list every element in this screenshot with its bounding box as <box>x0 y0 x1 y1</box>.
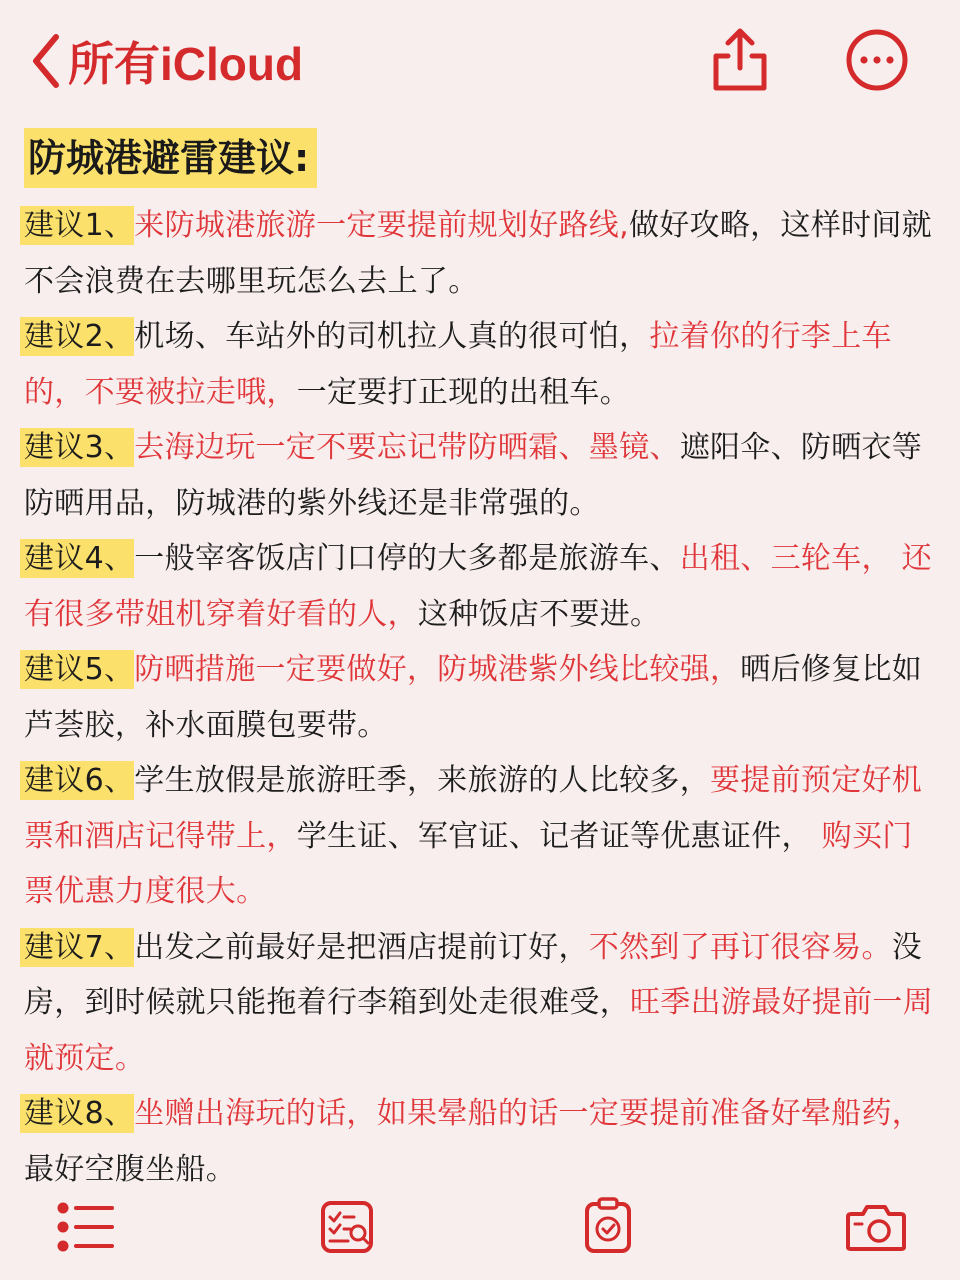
body-text: 遮阳伞、防晒衣等防晒用品，防城港的紫外线还是非常强的。 <box>24 430 923 521</box>
back-button-label: 所有iCloud <box>68 38 304 90</box>
item-label: 建议4、 <box>20 539 134 578</box>
note-item <box>24 531 934 642</box>
highlighted-text: 防晒措施一定要做好，防城港紫外线比较强， <box>134 652 741 687</box>
body-text: 晒后修复比如芦荟胶，补水面膜包要带。 <box>24 652 923 743</box>
more-button[interactable] <box>845 28 909 92</box>
note-items <box>24 198 934 1197</box>
body-text: 出发之前最好是把酒店提前订好， <box>134 929 589 965</box>
item-label: 建议1、 <box>20 206 134 245</box>
bottom-toolbar <box>0 1190 960 1270</box>
highlighted-text: 出租、三轮车， 还有很多带姐机穿着好看的人， <box>24 541 932 632</box>
nav-bar <box>0 0 960 120</box>
highlighted-text: 来防城港旅游一定要提前规划好路线, <box>134 208 629 243</box>
list-icon <box>56 1200 116 1254</box>
body-text: 一定要打正现的出租车。 <box>296 374 631 410</box>
highlighted-text: 要提前预定好机票和酒店记得带上， <box>24 763 923 854</box>
back-button[interactable] <box>28 26 303 96</box>
note-item <box>24 642 934 753</box>
note-title: 防城港避雷建议: <box>24 128 317 188</box>
item-label: 建议8、 <box>20 1094 134 1133</box>
list-button[interactable] <box>56 1200 116 1258</box>
checklist-button[interactable] <box>320 1200 374 1258</box>
note-body[interactable] <box>24 128 934 1197</box>
item-label: 建议7、 <box>20 928 134 967</box>
item-label: 建议3、 <box>20 428 134 467</box>
body-text: 机场、车站外的司机拉人真的很可怕， <box>134 319 650 354</box>
item-label: 建议5、 <box>20 650 134 689</box>
camera-icon <box>845 1202 907 1252</box>
highlighted-text: 拉着你的行李上车的，不要被拉走哦， <box>24 319 892 410</box>
chevron-left-icon <box>28 31 62 91</box>
note-item <box>24 920 934 1087</box>
body-text: 这种饭店不要进。 <box>417 596 661 632</box>
camera-button[interactable] <box>845 1202 907 1256</box>
share-button[interactable] <box>708 26 772 92</box>
item-label: 建议2、 <box>20 317 134 356</box>
note-item <box>24 309 934 420</box>
note-item <box>24 198 934 309</box>
body-text: 学生证、军官证、记者证等优惠证件， <box>296 818 812 854</box>
body-text: 一般宰客饭店门口停的大多都是旅游车、 <box>134 541 680 576</box>
highlighted-text: 购买门票优惠力度很大。 <box>24 818 913 909</box>
item-label: 建议6、 <box>20 761 134 800</box>
body-text: 最好空腹坐船。 <box>24 1151 237 1187</box>
note-item <box>24 420 934 531</box>
more-icon <box>845 28 909 92</box>
highlighted-text: 坐赠出海玩的话，如果晕船的话一定要提前准备好晕船药， <box>134 1096 923 1131</box>
highlighted-text: 旺季出游最好提前一周就预定。 <box>24 985 933 1076</box>
body-text: 做好攻略，这样时间就不会浪费在去哪里玩怎么去上了。 <box>24 208 932 299</box>
note-item <box>24 753 934 920</box>
clipboard-check-icon <box>584 1196 632 1254</box>
checklist-icon <box>320 1200 374 1254</box>
highlighted-text: 去海边玩一定不要忘记带防晒霜、墨镜、 <box>134 430 680 465</box>
share-icon <box>708 26 772 92</box>
body-text: 学生放假是旅游旺季，来旅游的人比较多， <box>134 763 710 798</box>
body-text: 没房，到时候就只能拖着行李箱到处走很难受， <box>24 929 923 1020</box>
note-item <box>24 1086 934 1197</box>
clipboard-button[interactable] <box>584 1196 632 1258</box>
highlighted-text: 不然到了再订很容易。 <box>588 929 892 965</box>
